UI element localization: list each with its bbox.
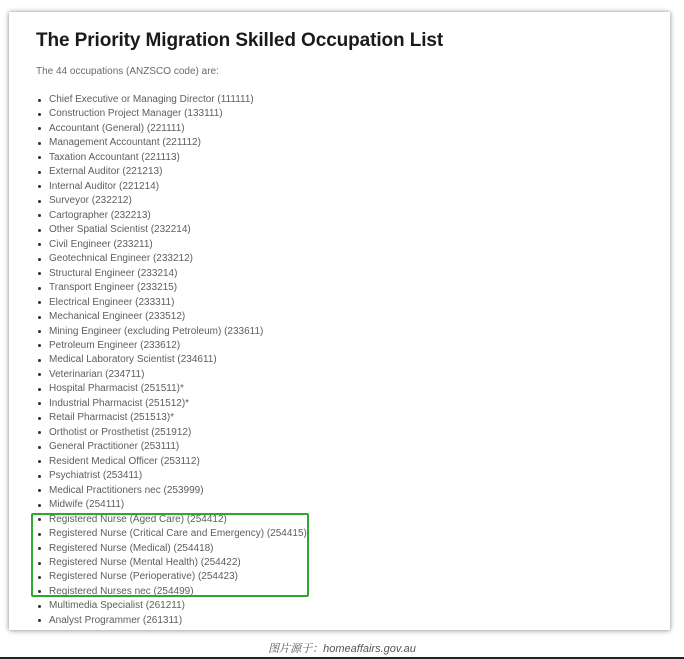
occupation-label: Structural Engineer (233214) <box>49 267 178 279</box>
document-panel <box>9 12 670 630</box>
bullet-icon <box>38 359 41 362</box>
occupation-label: Cartographer (232213) <box>49 209 151 221</box>
occupation-label: Registered Nurse (Mental Health) (254422) <box>49 557 241 568</box>
list-item <box>36 281 307 295</box>
list-item <box>36 382 307 396</box>
occupation-label: Civil Engineer (233211) <box>49 238 153 250</box>
bullet-icon <box>38 373 41 376</box>
bullet-icon <box>38 446 41 449</box>
bullet-icon <box>38 200 41 203</box>
list-item <box>36 599 307 613</box>
occupation-label: Registered Nurse (Aged Care) (254412) <box>49 513 227 525</box>
list-item <box>36 267 307 281</box>
bullet-icon <box>38 504 41 507</box>
bullet-icon <box>38 460 41 463</box>
bullet-icon <box>38 431 41 434</box>
occupation-label: Petroleum Engineer (233612) <box>49 339 181 351</box>
list-item <box>36 368 307 382</box>
occupation-label: Mechanical Engineer (233512) <box>49 311 186 323</box>
bullet-icon <box>38 605 41 608</box>
list-item <box>36 614 307 628</box>
occupation-label: Medical Practitioners nec (253999) <box>49 484 204 496</box>
bullet-icon <box>38 417 41 420</box>
list-item <box>36 411 307 425</box>
list-item <box>36 397 307 411</box>
bullet-icon <box>38 301 41 304</box>
occupation-label: Medical Laboratory Scientist (234611) <box>49 354 217 366</box>
nurse-highlight-box <box>31 513 309 597</box>
bullet-icon <box>38 185 41 188</box>
list-item <box>36 484 307 498</box>
bullet-icon <box>38 113 41 116</box>
bullet-icon <box>38 316 41 319</box>
list-item <box>36 122 307 136</box>
list-item <box>36 310 307 324</box>
occupation-label: Registered Nurse (Perioperative) (254423) <box>49 571 238 583</box>
bullet-icon <box>38 619 41 622</box>
list-item <box>36 353 307 367</box>
list-item <box>36 498 307 512</box>
bullet-icon <box>38 229 41 232</box>
bullet-icon <box>38 475 41 478</box>
bullet-icon <box>38 287 41 290</box>
page-title: The Priority Migration Skilled Occupation List <box>36 30 444 51</box>
list-item <box>36 252 307 266</box>
list-item <box>36 339 307 353</box>
occupation-label: Geotechnical Engineer (233212) <box>49 253 193 265</box>
list-item <box>36 107 307 121</box>
list-item <box>36 209 307 223</box>
bullet-icon <box>38 99 41 102</box>
occupation-label: Orthotist or Prosthetist (251912) <box>49 426 192 438</box>
list-item <box>36 180 307 194</box>
bullet-icon <box>38 489 41 492</box>
occupation-label: Taxation Accountant (221113) <box>49 151 180 163</box>
list-item <box>36 93 307 107</box>
occupation-label: Registered Nurse (Critical Care and Emergency) (254415) <box>49 528 307 540</box>
bullet-icon <box>38 344 41 347</box>
occupation-label: Other Spatial Scientist (232214) <box>49 224 191 236</box>
image-source-caption: 图片源于：homeaffairs.gov.au <box>268 643 416 655</box>
list-item <box>36 223 307 237</box>
list-item <box>36 296 307 310</box>
occupation-label: Retail Pharmacist (251513)* <box>49 412 175 424</box>
occupation-label: General Practitioner (253111) <box>49 441 180 453</box>
occupation-label: Management Accountant (221112) <box>49 137 201 149</box>
list-item <box>36 325 307 339</box>
occupation-label: Psychiatrist (253411) <box>49 470 143 482</box>
bullet-icon <box>38 388 41 391</box>
intro-text: The 44 occupations (ANZSCO code) are: <box>36 66 219 77</box>
occupation-label: Construction Project Manager (133111) <box>49 108 223 120</box>
bullet-icon <box>38 171 41 174</box>
occupation-label: Multimedia Specialist (261211) <box>49 600 185 612</box>
list-item <box>36 136 307 150</box>
occupation-label: Chief Executive or Managing Director (111111) <box>49 94 254 105</box>
occupation-label: Electrical Engineer (233311) <box>49 296 175 308</box>
list-item <box>36 426 307 440</box>
occupation-label: Accountant (General) (221111) <box>49 122 185 134</box>
list-item <box>36 455 307 469</box>
occupation-label: Hospital Pharmacist (251511)* <box>49 383 184 395</box>
list-item <box>36 238 307 252</box>
occupation-label: Analyst Programmer (261311) <box>49 614 183 626</box>
occupation-label: Industrial Pharmacist (251512)* <box>49 397 190 409</box>
bullet-icon <box>38 156 41 159</box>
bullet-icon <box>38 272 41 275</box>
occupation-label: Registered Nurse (Medical) (254418) <box>49 542 214 554</box>
occupation-label: Registered Nurses nec (254499) <box>49 585 194 597</box>
occupation-label: Midwife (254111) <box>49 499 125 511</box>
bullet-icon <box>38 330 41 333</box>
list-item <box>36 151 307 165</box>
list-item <box>36 165 307 179</box>
occupation-label: External Auditor (221213) <box>49 166 163 178</box>
bullet-icon <box>38 127 41 130</box>
list-item <box>36 440 307 454</box>
bullet-icon <box>38 243 41 246</box>
occupation-label: Resident Medical Officer (253112) <box>49 455 200 467</box>
list-item <box>36 469 307 483</box>
occupation-label: Veterinarian (234711) <box>49 368 145 380</box>
occupation-label: Mining Engineer (excluding Petroleum) (233611) <box>49 325 264 337</box>
occupation-label: Internal Auditor (221214) <box>49 180 160 192</box>
bullet-icon <box>38 214 41 217</box>
bullet-icon <box>38 258 41 261</box>
bullet-icon <box>38 142 41 145</box>
bullet-icon <box>38 402 41 405</box>
list-item <box>36 194 307 208</box>
occupation-label: Surveyor (232212) <box>49 195 132 207</box>
occupation-label: Transport Engineer (233215) <box>49 282 178 294</box>
